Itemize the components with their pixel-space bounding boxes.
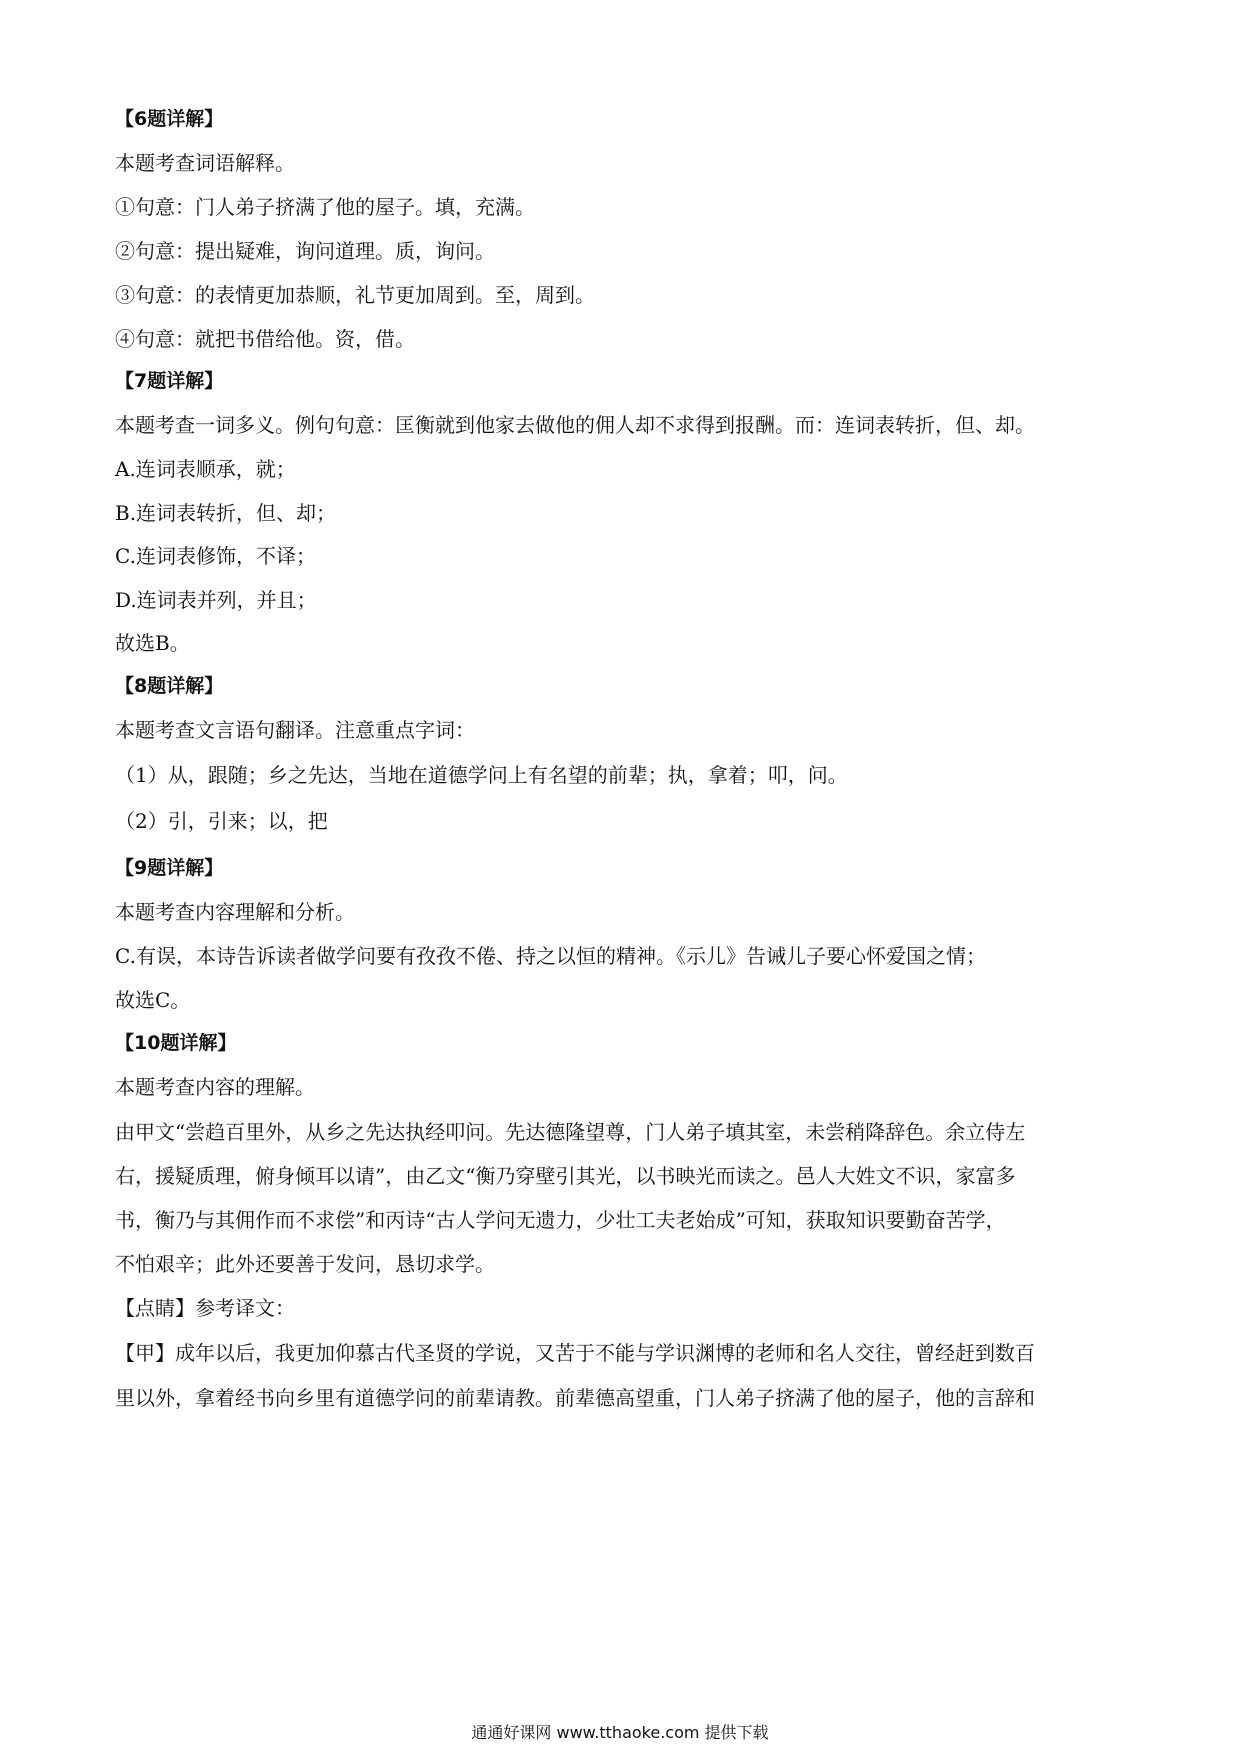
q7-option-a: A.连词表顺承，就； xyxy=(115,457,296,481)
q8-item-1: （1）从，跟随；乡之先达，当地在道德学问上有名望的前辈；执，拿着；叩，问。 xyxy=(115,763,848,787)
jia-translation-line-1: 【甲】成年以后，我更加仰慕古代圣贤的学说，又苦于不能与学识渊博的老师和名人交往，曾经赶到数百 xyxy=(115,1341,1035,1365)
q10-para-line-2: 右，援疑质理，俯身倾耳以请”，由乙文“衡乃穿壁引其光，以书映光而读之。邑人大姓文不识，家富多 xyxy=(115,1164,1016,1188)
q7-option-d: D.连词表并列，并且； xyxy=(115,588,317,612)
page-footer: 通通好课网 www.tthaoke.com 提供下载 xyxy=(471,1723,769,1742)
q6-heading: 【6题详解】 xyxy=(115,108,224,130)
q10-intro: 本题考查内容的理解。 xyxy=(115,1075,315,1099)
q10-para-line-3: 书，衡乃与其佣作而不求偿”和丙诗“古人学问无遗力，少壮工夫老始成”可知，获取知识要勤奋苦学， xyxy=(115,1208,1006,1232)
q7-option-c: C.连词表修饰，不译； xyxy=(115,544,316,568)
q7-answer: 故选B。 xyxy=(115,631,190,655)
q6-item-4: ④句意：就把书借给他。资，借。 xyxy=(115,327,415,351)
q9-answer: 故选C。 xyxy=(115,988,191,1012)
q8-item-2: （2）引，引来；以，把 xyxy=(115,809,328,833)
q8-heading: 【8题详解】 xyxy=(115,675,224,697)
q6-item-3: ③句意：的表情更加恭顺，礼节更加周到。至，周到。 xyxy=(115,283,595,307)
q6-intro: 本题考查词语解释。 xyxy=(115,151,295,175)
q7-intro: 本题考查一词多义。例句句意：匡衡就到他家去做他的佣人却不求得到报酬。而：连词表转折，但、却。 xyxy=(115,413,1035,437)
q10-para-line-1: 由甲文“尝趋百里外，从乡之先达执经叩问。先达德隆望尊，门人弟子填其室，未尝稍降辞色。余立侍左 xyxy=(115,1120,1026,1144)
dianjing-heading: 【点睛】参考译文： xyxy=(115,1296,295,1320)
q8-intro: 本题考查文言语句翻译。注意重点字词： xyxy=(115,718,475,742)
q6-item-1: ①句意：门人弟子挤满了他的屋子。填，充满。 xyxy=(115,195,535,219)
q10-para-line-4: 不怕艰辛；此外还要善于发问，恳切求学。 xyxy=(115,1252,495,1276)
q9-intro: 本题考查内容理解和分析。 xyxy=(115,900,355,924)
q7-option-b: B.连词表转折，但、却； xyxy=(115,501,337,525)
q10-heading: 【10题详解】 xyxy=(115,1032,237,1054)
jia-translation-line-2: 里以外，拿着经书向乡里有道德学问的前辈请教。前辈德高望重，门人弟子挤满了他的屋子，他的言辞和 xyxy=(115,1386,1035,1410)
q9-analysis: C.有误，本诗告诉读者做学问要有孜孜不倦、持之以恒的精神。《示儿》告诫儿子要心怀爱国之情； xyxy=(115,944,986,968)
q7-heading: 【7题详解】 xyxy=(115,370,224,392)
q9-heading: 【9题详解】 xyxy=(115,857,224,879)
q6-item-2: ②句意：提出疑难，询问道理。质，询问。 xyxy=(115,239,495,263)
